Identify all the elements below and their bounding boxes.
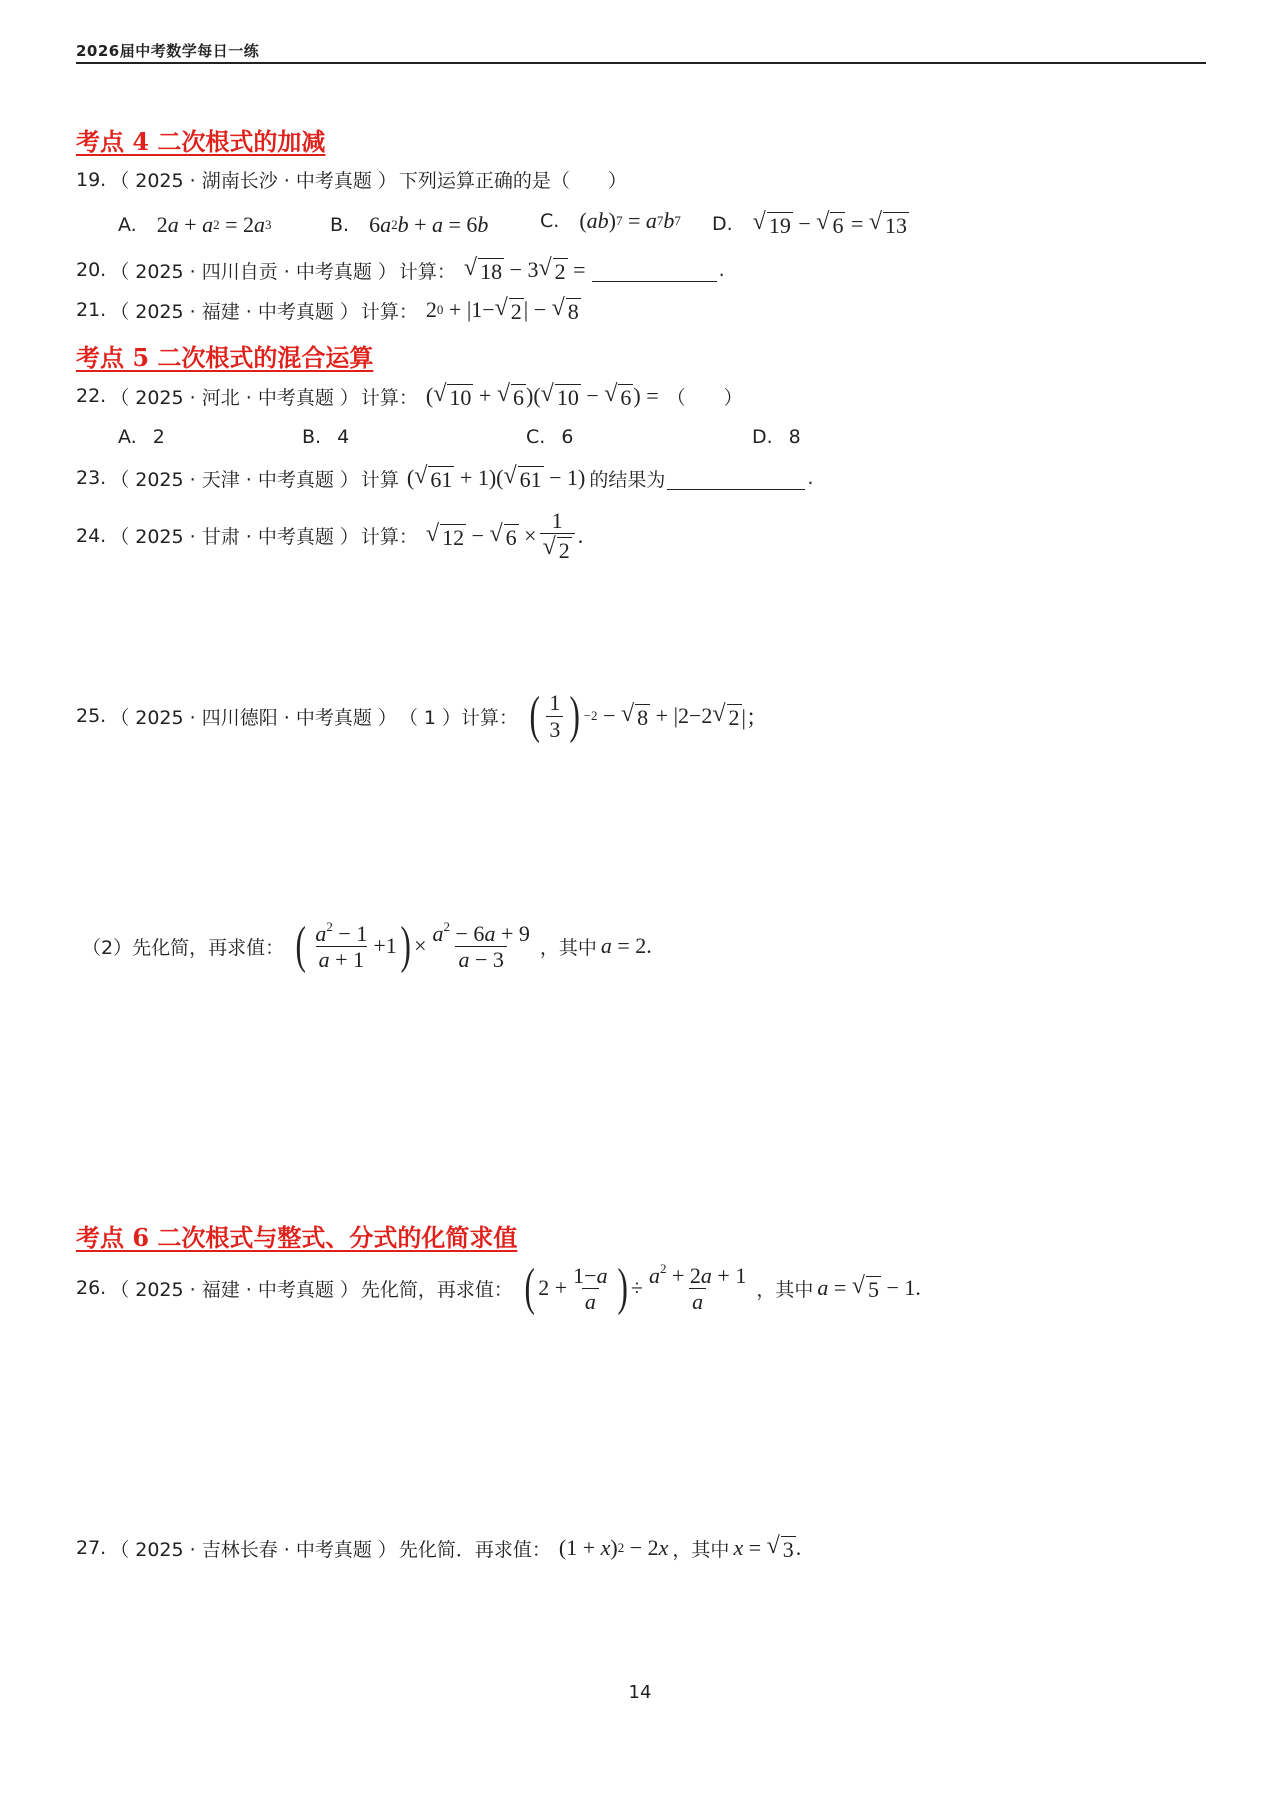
question-source: （ 2025 · 天津 · 中考真题 ）: [110, 468, 359, 491]
question-number: 19.: [76, 168, 107, 191]
question-stem: 计算: [360, 468, 399, 491]
option-b: [330, 212, 492, 238]
option-b: [302, 426, 349, 448]
question-number: 21.: [76, 299, 107, 322]
condition-formula: x = √ 3 .: [733, 1533, 802, 1562]
question-formula: ( √ 61 + 1)( √ 61 − 1): [406, 463, 586, 492]
question-source: （ 2025 · 四川自贡 · 中考真题 ）: [110, 260, 397, 283]
question-22: [76, 382, 743, 410]
question-source: （ 2025 · 吉林长春 · 中考真题 ）: [110, 1538, 397, 1561]
question-part-1: （ 1 ）计算：: [398, 706, 519, 729]
question-stem: 计算：: [360, 300, 418, 323]
question-21: [76, 296, 585, 324]
option-label: C.: [540, 210, 560, 232]
condition-formula: a = √ 5 − 1.: [817, 1273, 921, 1303]
option-formula: ( ab ) 7 = a 7 b 7: [579, 208, 681, 233]
question-23: 23. （ 2025 · 天津 · 中考真题 ） 计算 ( √ 61 + 1)( √ 61 − 1) 的结果为 .: [76, 463, 814, 492]
option-label: B.: [302, 426, 322, 448]
option-formula: 2 a + a 2 = 2 a 3: [156, 212, 272, 237]
question-26: [76, 1259, 925, 1317]
page-number: 14: [628, 1682, 652, 1703]
question-stem: 先化简．再求值：: [398, 1538, 551, 1561]
question-source: （ 2025 · 甘肃 · 中考真题 ）: [110, 526, 359, 549]
question-stem: 先化简，再求值：: [360, 1278, 513, 1301]
question-source: （ 2025 · 福建 · 中考真题 ）: [110, 300, 359, 323]
question-stem: 下列运算正确的是（ ）: [398, 170, 627, 192]
option-formula: 6 a 2 b + a = 6 b: [369, 212, 489, 237]
option-a: [118, 212, 276, 238]
option-d: [712, 210, 913, 238]
question-stem: 计算：: [398, 260, 456, 283]
option-c: [526, 426, 573, 448]
section-title-4: 考点 4 二次根式的加减: [76, 127, 326, 156]
option-value: 6: [561, 426, 574, 448]
header-title: 2026届中考数学每日一练: [76, 42, 260, 60]
question-25: [76, 687, 772, 744]
question-suffix: 的结果为: [589, 468, 666, 491]
option-c: [540, 208, 685, 234]
question-stem: 计算：: [360, 526, 418, 549]
page-header: [76, 40, 1206, 61]
question-formula: ( $\frac{1}{3}$ ) −2 − √ 8 + |2−2 √ 2 |；: [529, 687, 768, 744]
answer-blank[interactable]: [592, 259, 717, 282]
question-number: 22.: [76, 385, 107, 408]
condition-formula: a = 2.: [600, 933, 652, 959]
question-source: （ 2025 · 四川德阳 · 中考真题 ）: [110, 706, 397, 729]
question-formula: ( $\frac{a^2 - 1}{a + 1}$ +1 ) × $\frac{a^2 - 6a + 9}{a - 3}$: [295, 917, 530, 975]
question-source: （ 2025 · 河北 · 中考真题 ）: [110, 386, 359, 409]
question-formula: (1 + x ) 2 − 2 x: [558, 1535, 669, 1561]
question-19: [76, 166, 631, 193]
section-title-6: 考点 6 二次根式与整式、分式的化简求值: [76, 1223, 518, 1252]
question-25-part-2: [82, 917, 656, 975]
answer-paren: （ ）: [666, 386, 743, 409]
question-number: 27.: [76, 1537, 107, 1560]
option-value: 4: [337, 426, 350, 448]
question-27: [76, 1534, 805, 1562]
question-number: 24.: [76, 524, 107, 547]
option-a: [118, 426, 165, 448]
option-d: [752, 426, 801, 448]
option-value: 2: [152, 426, 165, 448]
question-number: 26.: [76, 1277, 107, 1300]
question-number: 20.: [76, 259, 107, 282]
option-label: A.: [118, 214, 137, 236]
option-label: B.: [330, 214, 350, 236]
question-formula: 2 0 + |1− √ 2 | − √ 8: [425, 295, 579, 324]
answer-blank[interactable]: [667, 467, 805, 490]
question-formula: ( √ 10 + √ 6 )( √ 10 − √ 6 ) =: [425, 381, 659, 410]
option-label: D.: [752, 426, 773, 448]
question-where: ，其中: [672, 1538, 730, 1561]
question-formula: √ 18 − 3 √ 2 =: [463, 255, 586, 284]
question-part-2: （2）先化简，再求值：: [82, 936, 285, 959]
section-title-5: 考点 5 二次根式的混合运算: [76, 343, 374, 372]
question-number: 25.: [76, 705, 107, 727]
question-where: ，其中: [756, 1278, 814, 1301]
question-stem: 计算：: [360, 386, 418, 409]
option-label: D.: [712, 213, 733, 236]
question-24: [76, 508, 587, 564]
question-formula: √ 12 − √ 6 × 1 √ 2 .: [425, 508, 584, 564]
option-label: C.: [526, 426, 546, 448]
question-20: 20. （ 2025 · 四川自贡 · 中考真题 ） 计算： √ 18 − 3 √ 2 = .: [76, 255, 725, 284]
option-value: 8: [788, 426, 801, 448]
header-rule: [76, 62, 1206, 64]
question-number: 23.: [76, 467, 107, 490]
question-source: （ 2025 · 福建 · 中考真题 ）: [110, 1278, 359, 1301]
option-label: A.: [118, 426, 137, 448]
question-source: （ 2025 · 湖南长沙 · 中考真题 ）: [110, 170, 397, 192]
question-formula: ( 2 + $\frac{1-a}{a}$ ) ÷ $\frac{a^2 + 2a + 1}{a}$: [524, 1259, 747, 1317]
question-where: ，其中: [539, 936, 597, 959]
option-formula: √ 19 − √ 6 = √ 13: [752, 209, 908, 238]
